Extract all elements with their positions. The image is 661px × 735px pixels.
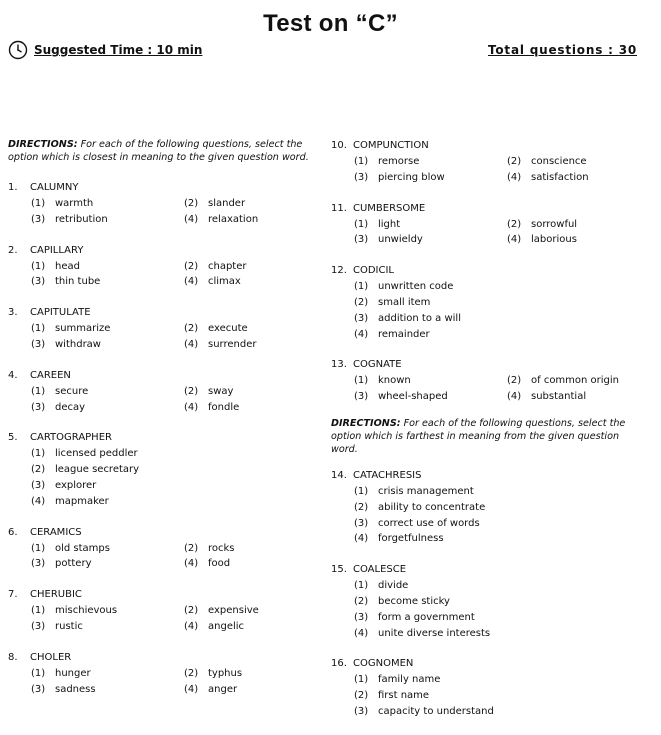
option-number: (1): [31, 260, 46, 272]
question-8: [8, 650, 320, 698]
option-1[interactable]: [31, 259, 184, 275]
option-number: (2): [354, 595, 369, 607]
option-number: (4): [184, 276, 199, 288]
total-questions: Total questions : 30: [487, 43, 637, 57]
question-12: [331, 263, 647, 342]
option-number: (1): [354, 156, 369, 167]
question-word: CUMBERSOME: [353, 202, 426, 214]
option-number: (4): [507, 234, 522, 246]
option-number: (2): [354, 501, 369, 513]
option-3[interactable]: [354, 311, 644, 327]
option-4[interactable]: [507, 389, 657, 405]
directions-label: DIRECTIONS:: [8, 139, 78, 150]
option-text: relaxation: [208, 213, 259, 225]
question-word: CAREEN: [30, 369, 71, 381]
clock-icon: [8, 40, 28, 60]
option-1[interactable]: [354, 373, 507, 389]
option-number: (1): [354, 281, 369, 293]
option-number: (1): [354, 674, 369, 686]
directions-closest: [8, 138, 320, 164]
option-number: (3): [31, 213, 46, 225]
option-1[interactable]: [354, 484, 644, 500]
option-2[interactable]: [184, 196, 334, 212]
option-1[interactable]: [354, 279, 644, 295]
question-7: [8, 587, 320, 635]
option-text: satisfaction: [531, 171, 589, 183]
option-number: (3): [31, 401, 46, 413]
option-text: league secretary: [55, 464, 140, 476]
option-text: expensive: [208, 605, 259, 617]
option-3[interactable]: [31, 478, 321, 494]
option-text: licensed peddler: [55, 448, 138, 460]
option-1[interactable]: [31, 321, 184, 337]
option-3[interactable]: [354, 516, 644, 532]
option-number: (3): [354, 312, 369, 324]
option-number: (4): [184, 401, 199, 413]
option-number: (4): [184, 620, 199, 632]
option-3[interactable]: [354, 170, 507, 186]
option-text: form a government: [378, 611, 475, 623]
option-text: old stamps: [55, 542, 110, 554]
option-1[interactable]: [31, 603, 184, 619]
directions-farthest: [331, 417, 647, 456]
option-text: pottery: [55, 558, 92, 570]
option-text: mapmaker: [55, 495, 109, 507]
question-4: [8, 368, 320, 416]
question-word: CODICIL: [353, 265, 395, 277]
option-text: sway: [208, 385, 234, 397]
option-1[interactable]: [354, 578, 644, 594]
option-text: food: [208, 558, 231, 570]
option-text: wheel-shaped: [378, 391, 448, 403]
option-2[interactable]: [184, 541, 334, 557]
option-number: (3): [31, 479, 46, 491]
option-number: (4): [354, 328, 369, 340]
option-2[interactable]: [507, 373, 657, 389]
option-text: unwritten code: [378, 281, 454, 293]
option-3[interactable]: [31, 212, 184, 228]
question-number: 3.: [8, 307, 18, 319]
question-word: CATACHRESIS: [353, 469, 422, 481]
option-number: (4): [354, 627, 369, 639]
option-2[interactable]: [354, 500, 644, 516]
question-2: [8, 243, 320, 291]
question-15: [331, 562, 647, 641]
option-4[interactable]: [507, 232, 657, 248]
option-number: (2): [184, 605, 199, 617]
option-number: (3): [31, 683, 46, 695]
option-text: rustic: [55, 620, 83, 632]
question-number: 10.: [331, 140, 347, 151]
question-word: COALESCE: [353, 564, 407, 576]
option-text: surrender: [208, 338, 257, 350]
option-number: (1): [31, 448, 46, 460]
option-number: (4): [354, 533, 369, 545]
option-text: remorse: [378, 156, 420, 167]
option-number: (2): [354, 296, 369, 308]
option-text: slander: [208, 198, 246, 209]
option-3[interactable]: [31, 619, 184, 635]
option-4[interactable]: [354, 531, 644, 547]
question-10: [331, 138, 647, 186]
option-text: chapter: [208, 260, 247, 272]
directions-text: For each of the following questions, select the option which is closest in meaning to the given question word.: [8, 139, 309, 163]
option-text: divide: [378, 580, 409, 592]
question-word: COMPUNCTION: [353, 140, 429, 151]
option-2[interactable]: [184, 666, 334, 682]
option-text: conscience: [531, 156, 587, 167]
option-2[interactable]: [354, 688, 644, 704]
option-text: family name: [378, 674, 441, 686]
option-text: angelic: [208, 620, 245, 632]
option-2[interactable]: [184, 321, 334, 337]
question-14: [331, 468, 647, 547]
question-number: 15.: [331, 564, 347, 576]
option-1[interactable]: [354, 672, 644, 688]
right-column: [331, 138, 647, 735]
option-1[interactable]: [354, 217, 507, 233]
option-4[interactable]: [184, 619, 334, 635]
question-number: 16.: [331, 658, 347, 670]
option-text: withdraw: [55, 338, 101, 350]
option-3[interactable]: [31, 337, 184, 353]
question-word: CALUMNY: [30, 182, 79, 193]
option-text: remainder: [378, 328, 430, 340]
option-number: (4): [31, 495, 46, 507]
option-4[interactable]: [507, 170, 657, 186]
option-text: laborious: [531, 234, 577, 246]
option-number: (3): [354, 611, 369, 623]
question-number: 2.: [8, 244, 18, 256]
option-text: mischievous: [55, 605, 118, 617]
option-3[interactable]: [31, 274, 184, 290]
option-2[interactable]: [354, 295, 644, 311]
option-number: (2): [507, 375, 522, 387]
option-3[interactable]: [354, 704, 644, 720]
option-number: (2): [507, 218, 522, 230]
option-number: (3): [31, 620, 46, 632]
option-4[interactable]: [184, 212, 334, 228]
option-text: addition to a will: [378, 312, 461, 324]
left-column: [8, 138, 320, 712]
option-number: (3): [354, 517, 369, 529]
question-number: 7.: [8, 589, 18, 601]
question-word: CHOLER: [30, 651, 72, 663]
option-number: (1): [31, 385, 46, 397]
option-3[interactable]: [31, 682, 184, 698]
option-text: typhus: [208, 667, 243, 679]
option-number: (2): [507, 156, 522, 167]
option-number: (4): [507, 391, 522, 403]
question-word: CAPILLARY: [30, 244, 84, 256]
option-text: hunger: [55, 667, 91, 679]
question-word: CAPITULATE: [30, 307, 91, 319]
option-text: ability to concentrate: [378, 501, 486, 513]
option-number: (3): [354, 391, 369, 403]
question-1: [8, 180, 320, 228]
option-3[interactable]: [31, 556, 184, 572]
option-number: (4): [184, 558, 199, 570]
question-word: COGNOMEN: [353, 658, 414, 670]
option-text: small item: [378, 296, 431, 308]
question-number: 4.: [8, 369, 18, 381]
option-text: execute: [208, 323, 248, 335]
option-1[interactable]: [31, 541, 184, 557]
option-number: (2): [184, 667, 199, 679]
option-number: (1): [31, 667, 46, 679]
option-4[interactable]: [184, 556, 334, 572]
option-text: explorer: [55, 479, 97, 491]
option-1[interactable]: [31, 446, 321, 462]
question-number: 13.: [331, 359, 347, 371]
page-title: Test on “C”: [263, 10, 398, 37]
option-text: piercing blow: [378, 171, 445, 183]
option-text: fondle: [208, 401, 240, 413]
option-2[interactable]: [354, 594, 644, 610]
option-text: sadness: [55, 683, 96, 695]
directions-text: For each of the following questions, select the option which is farthest in meaning from the given question word.: [331, 417, 626, 455]
option-number: (1): [31, 605, 46, 617]
option-2[interactable]: [184, 603, 334, 619]
option-text: become sticky: [378, 595, 450, 607]
option-text: decay: [55, 401, 86, 413]
question-number: 5.: [8, 432, 18, 444]
question-number: 1.: [8, 182, 18, 193]
option-4[interactable]: [184, 400, 334, 416]
option-number: (3): [354, 705, 369, 717]
option-number: (2): [31, 464, 46, 476]
option-text: climax: [208, 276, 241, 288]
option-4[interactable]: [184, 274, 334, 290]
suggested-time: Suggested Time : 10 min: [34, 43, 203, 57]
option-4[interactable]: [354, 327, 644, 343]
option-3[interactable]: [354, 389, 507, 405]
option-text: unwieldy: [378, 234, 423, 246]
option-text: summarize: [55, 323, 111, 335]
question-word: CERAMICS: [30, 526, 82, 538]
question-number: 12.: [331, 265, 347, 277]
option-number: (2): [184, 260, 199, 272]
question-word: CHERUBIC: [30, 589, 82, 601]
option-1[interactable]: [31, 666, 184, 682]
option-2[interactable]: [184, 384, 334, 400]
option-4[interactable]: [354, 626, 644, 642]
option-text: crisis management: [378, 485, 474, 497]
option-text: retribution: [55, 213, 108, 225]
option-text: capacity to understand: [378, 705, 494, 717]
question-number: 14.: [331, 469, 347, 481]
option-number: (3): [354, 234, 369, 246]
option-3[interactable]: [31, 400, 184, 416]
option-1[interactable]: [31, 384, 184, 400]
question-number: 11.: [331, 202, 347, 214]
question-word: CARTOGRAPHER: [30, 432, 112, 444]
option-text: unite diverse interests: [378, 627, 491, 639]
option-number: (2): [184, 542, 199, 554]
question-13: [331, 357, 647, 405]
option-number: (4): [184, 338, 199, 350]
option-number: (3): [31, 338, 46, 350]
option-1[interactable]: [31, 196, 184, 212]
option-text: anger: [208, 683, 238, 695]
option-text: light: [378, 218, 401, 230]
option-2[interactable]: [507, 154, 657, 170]
option-text: known: [378, 375, 411, 387]
option-number: (1): [354, 218, 369, 230]
question-5: [8, 430, 320, 509]
question-11: [331, 201, 647, 249]
question-number: 6.: [8, 526, 18, 538]
option-text: thin tube: [55, 276, 101, 288]
option-text: sorrowful: [531, 218, 578, 230]
option-3[interactable]: [354, 610, 644, 626]
option-text: of common origin: [531, 375, 620, 387]
option-text: warmth: [55, 198, 94, 209]
option-text: first name: [378, 690, 430, 702]
question-16: [331, 656, 647, 719]
option-number: (2): [184, 385, 199, 397]
question-number: 8.: [8, 651, 18, 663]
directions-label: DIRECTIONS:: [331, 417, 401, 429]
question-word: COGNATE: [353, 359, 402, 371]
option-text: substantial: [531, 391, 587, 403]
option-number: (1): [31, 198, 46, 209]
option-number: (3): [354, 171, 369, 183]
option-number: (1): [354, 580, 369, 592]
question-6: [8, 525, 320, 573]
option-number: (4): [507, 171, 522, 183]
option-text: secure: [55, 385, 89, 397]
option-number: (2): [354, 690, 369, 702]
option-3[interactable]: [354, 232, 507, 248]
option-text: rocks: [208, 542, 235, 554]
option-4[interactable]: [184, 337, 334, 353]
option-number: (2): [184, 323, 199, 335]
option-number: (2): [184, 198, 199, 209]
option-number: (1): [31, 323, 46, 335]
option-number: (1): [31, 542, 46, 554]
option-number: (4): [184, 213, 199, 225]
option-number: (1): [354, 485, 369, 497]
option-2[interactable]: [31, 462, 321, 478]
option-4[interactable]: [31, 494, 321, 510]
option-number: (3): [31, 558, 46, 570]
question-3: [8, 305, 320, 353]
option-1[interactable]: [354, 154, 507, 170]
option-text: correct use of words: [378, 517, 480, 529]
option-2[interactable]: [184, 259, 334, 275]
option-number: (4): [184, 683, 199, 695]
option-2[interactable]: [507, 217, 657, 233]
option-text: head: [55, 260, 80, 272]
option-number: (1): [354, 375, 369, 387]
option-4[interactable]: [184, 682, 334, 698]
option-number: (3): [31, 276, 46, 288]
option-text: forgetfulness: [378, 533, 444, 545]
